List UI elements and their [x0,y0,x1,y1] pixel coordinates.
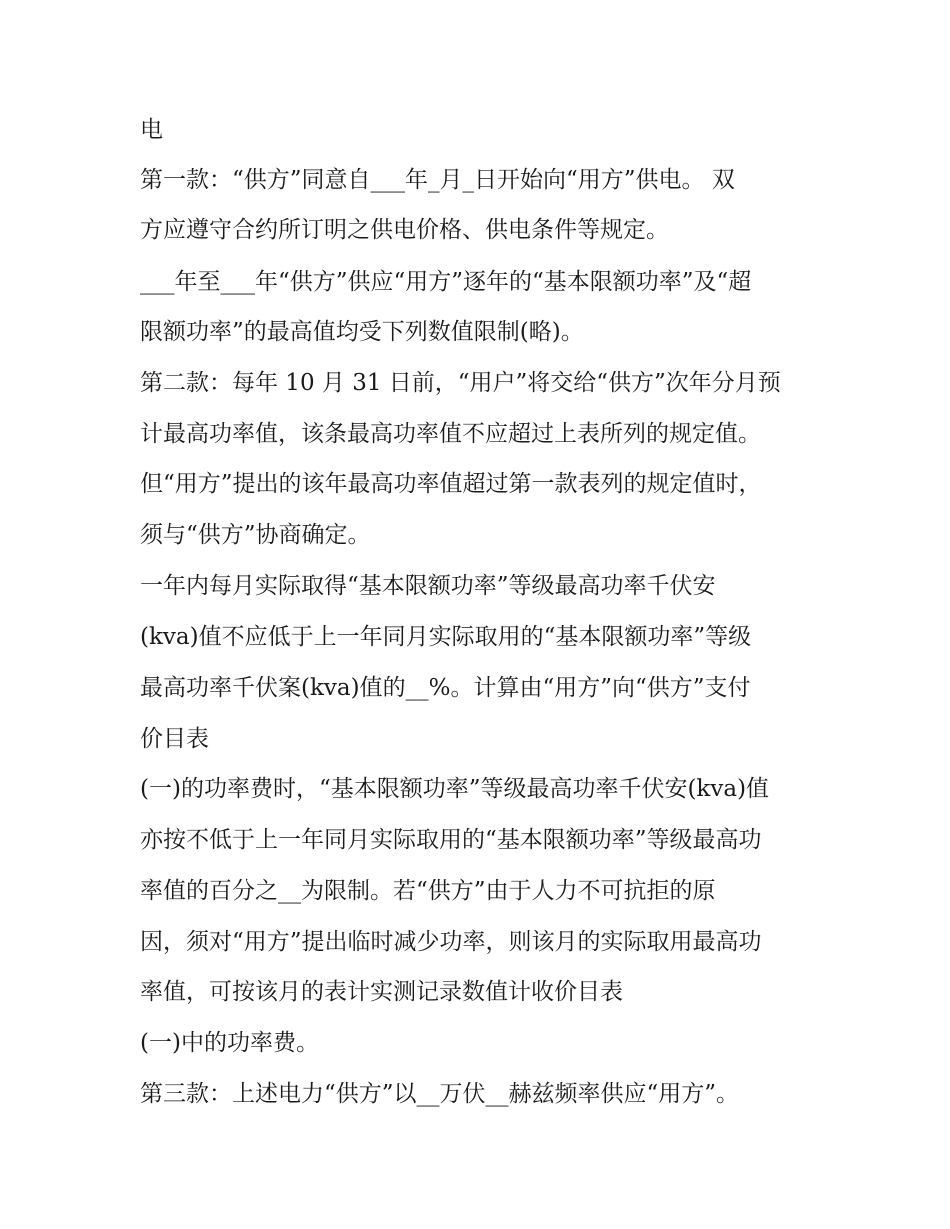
text-line: 因，须对“用方”提出临时减少功率，则该月的实际取用最高功 [140,929,762,955]
text-line: 最高功率千伏案(kva)值的__%。计算由“用方”向“供方”支付 [140,675,751,701]
text-line: (kva)值不应低于上一年同月实际取用的“基本限额功率”等级 [140,624,752,650]
text-line: 但“用方”提出的该年最高功率值超过第一款表列的规定值时， [140,471,762,497]
text-line: 限额功率”的最高值均受下列数值限制(略)。 [140,319,584,345]
text-line: (一)的功率费时，“基本限额功率”等级最高功率千伏安(kva)值 [140,776,770,802]
text-line: 率值的百分之__为限制。若“供方”由于人力不可抗拒的原 [140,878,716,904]
text-line: 亦按不低于上一年同月实际取用的“基本限额功率”等级最高功 [140,827,762,853]
text-line: 价目表 [140,726,209,752]
text-line: 电 [140,117,163,143]
text-line: 率值，可按该月的表计实测记录数值计收价目表 [140,979,623,1005]
text-line: 第一款：“供方”同意自___年_月_日开始向“用方”供电。 双 [140,167,735,193]
text-line: 须与“供方”协商确定。 [140,522,371,548]
text-line: 一年内每月实际取得“基本限额功率”等级最高功率千伏安 [140,573,716,599]
text-line: 方应遵守合约所订明之供电价格、供电条件等规定。 [140,217,669,243]
text-line: ___年至___年“供方”供应“用方”逐年的“基本限额功率”及“超 [140,269,752,295]
text-line: 第二款：每年 10 月 31 日前，“用户”将交给“供方”次年分月预 [140,370,781,396]
text-line: 计最高功率值，该条最高功率值不应超过上表所列的规定值。 [140,421,761,447]
text-line: (一)中的功率费。 [140,1030,319,1056]
text-line: 第三款：上述电力“供方”以__万伏__赫兹频率供应“用方”。 [140,1081,740,1107]
